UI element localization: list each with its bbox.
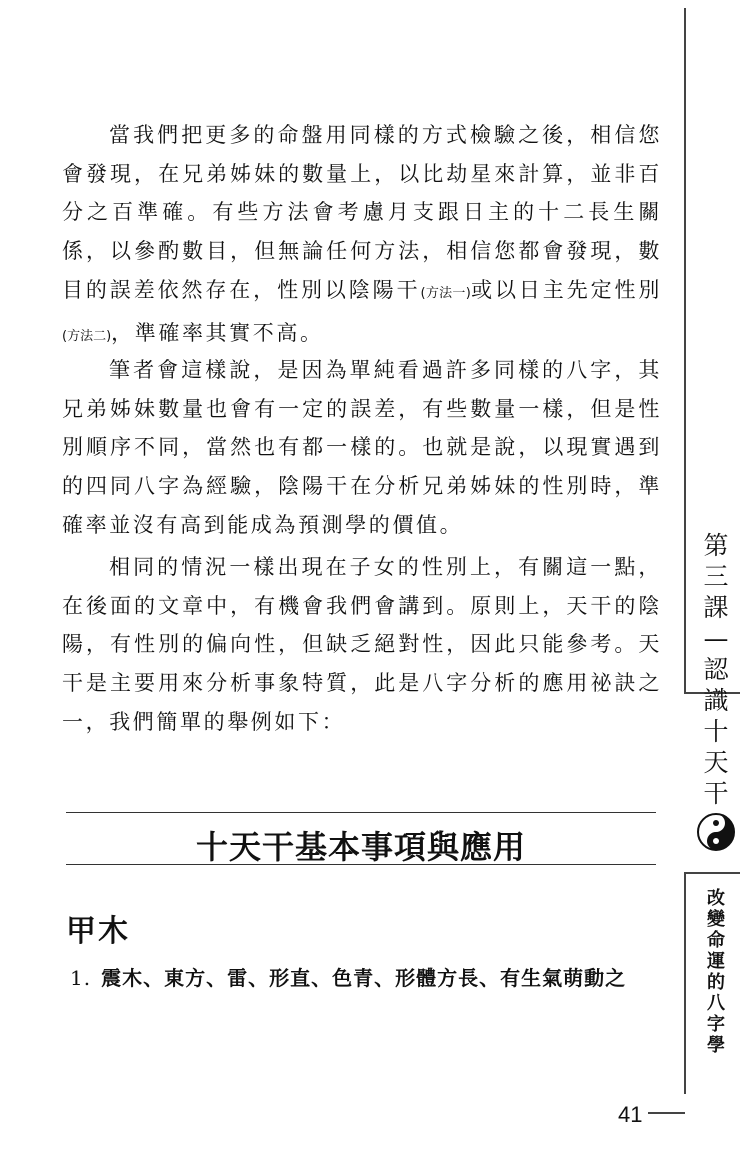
page-number-rule <box>648 1112 685 1114</box>
book-title-tab: 改 變 命 運 的 八 字 學 <box>707 888 725 1056</box>
chapter-tab: 第 三 課 — 認 識 十 天 干 <box>703 531 729 808</box>
section-rule-top <box>66 812 656 813</box>
list-item <box>70 962 670 991</box>
side-tab-divider <box>684 8 686 693</box>
list-item-number: 1. <box>70 966 92 990</box>
yin-yang-icon <box>696 812 736 852</box>
paragraph-3: 相同的情況一樣出現在子女的性別上，有關這一點，在後面的文章中，有機會我們會講到。原則上，天干的陰陽，有性別的偏向性，但缺乏絕對性，因此只能參考。天干是主要用來分析事象特質，此是八字分析的應用祕訣之一，我們簡單的舉例如下： <box>62 555 662 734</box>
page-number: 41 <box>618 1102 643 1127</box>
side-tab-divider <box>684 872 740 874</box>
section-title: 十天干基本事項與應用 <box>195 828 526 866</box>
paragraph-2: 筆者會這樣說，是因為單純看過許多同樣的八字，其兄弟姊妹數量也會有一定的誤差，有些數量一樣，但是性別順序不同，當然也有都一樣的。也就是說，以現實遇到的四同八字為經驗，陰陽干在分析兄弟姊妹的性別時，準確率並沒有高到能成為預測學的價值。 <box>62 358 662 537</box>
paragraph-1: 當我們把更多的命盤用同樣的方式檢驗之後，相信您會發現，在兄弟姊妹的數量上，以比劫星來計算，並非百分之百準確。有些方法會考慮月支跟日主的十二長生關係，以參酌數目，但無論任何方法，相信您都會發現，數目的誤差依然存在，性別以陰陽干(方法一)或以日主先定性別(方法二)，準確率其實不高。 <box>62 123 662 345</box>
list-item-text: 震木、東方、雷、形直、色青、形體方長、有生氣萌動之 <box>101 966 627 990</box>
side-tab-divider <box>684 872 686 1094</box>
section-rule-bottom <box>66 864 656 865</box>
subheading: 甲木 <box>66 914 130 949</box>
